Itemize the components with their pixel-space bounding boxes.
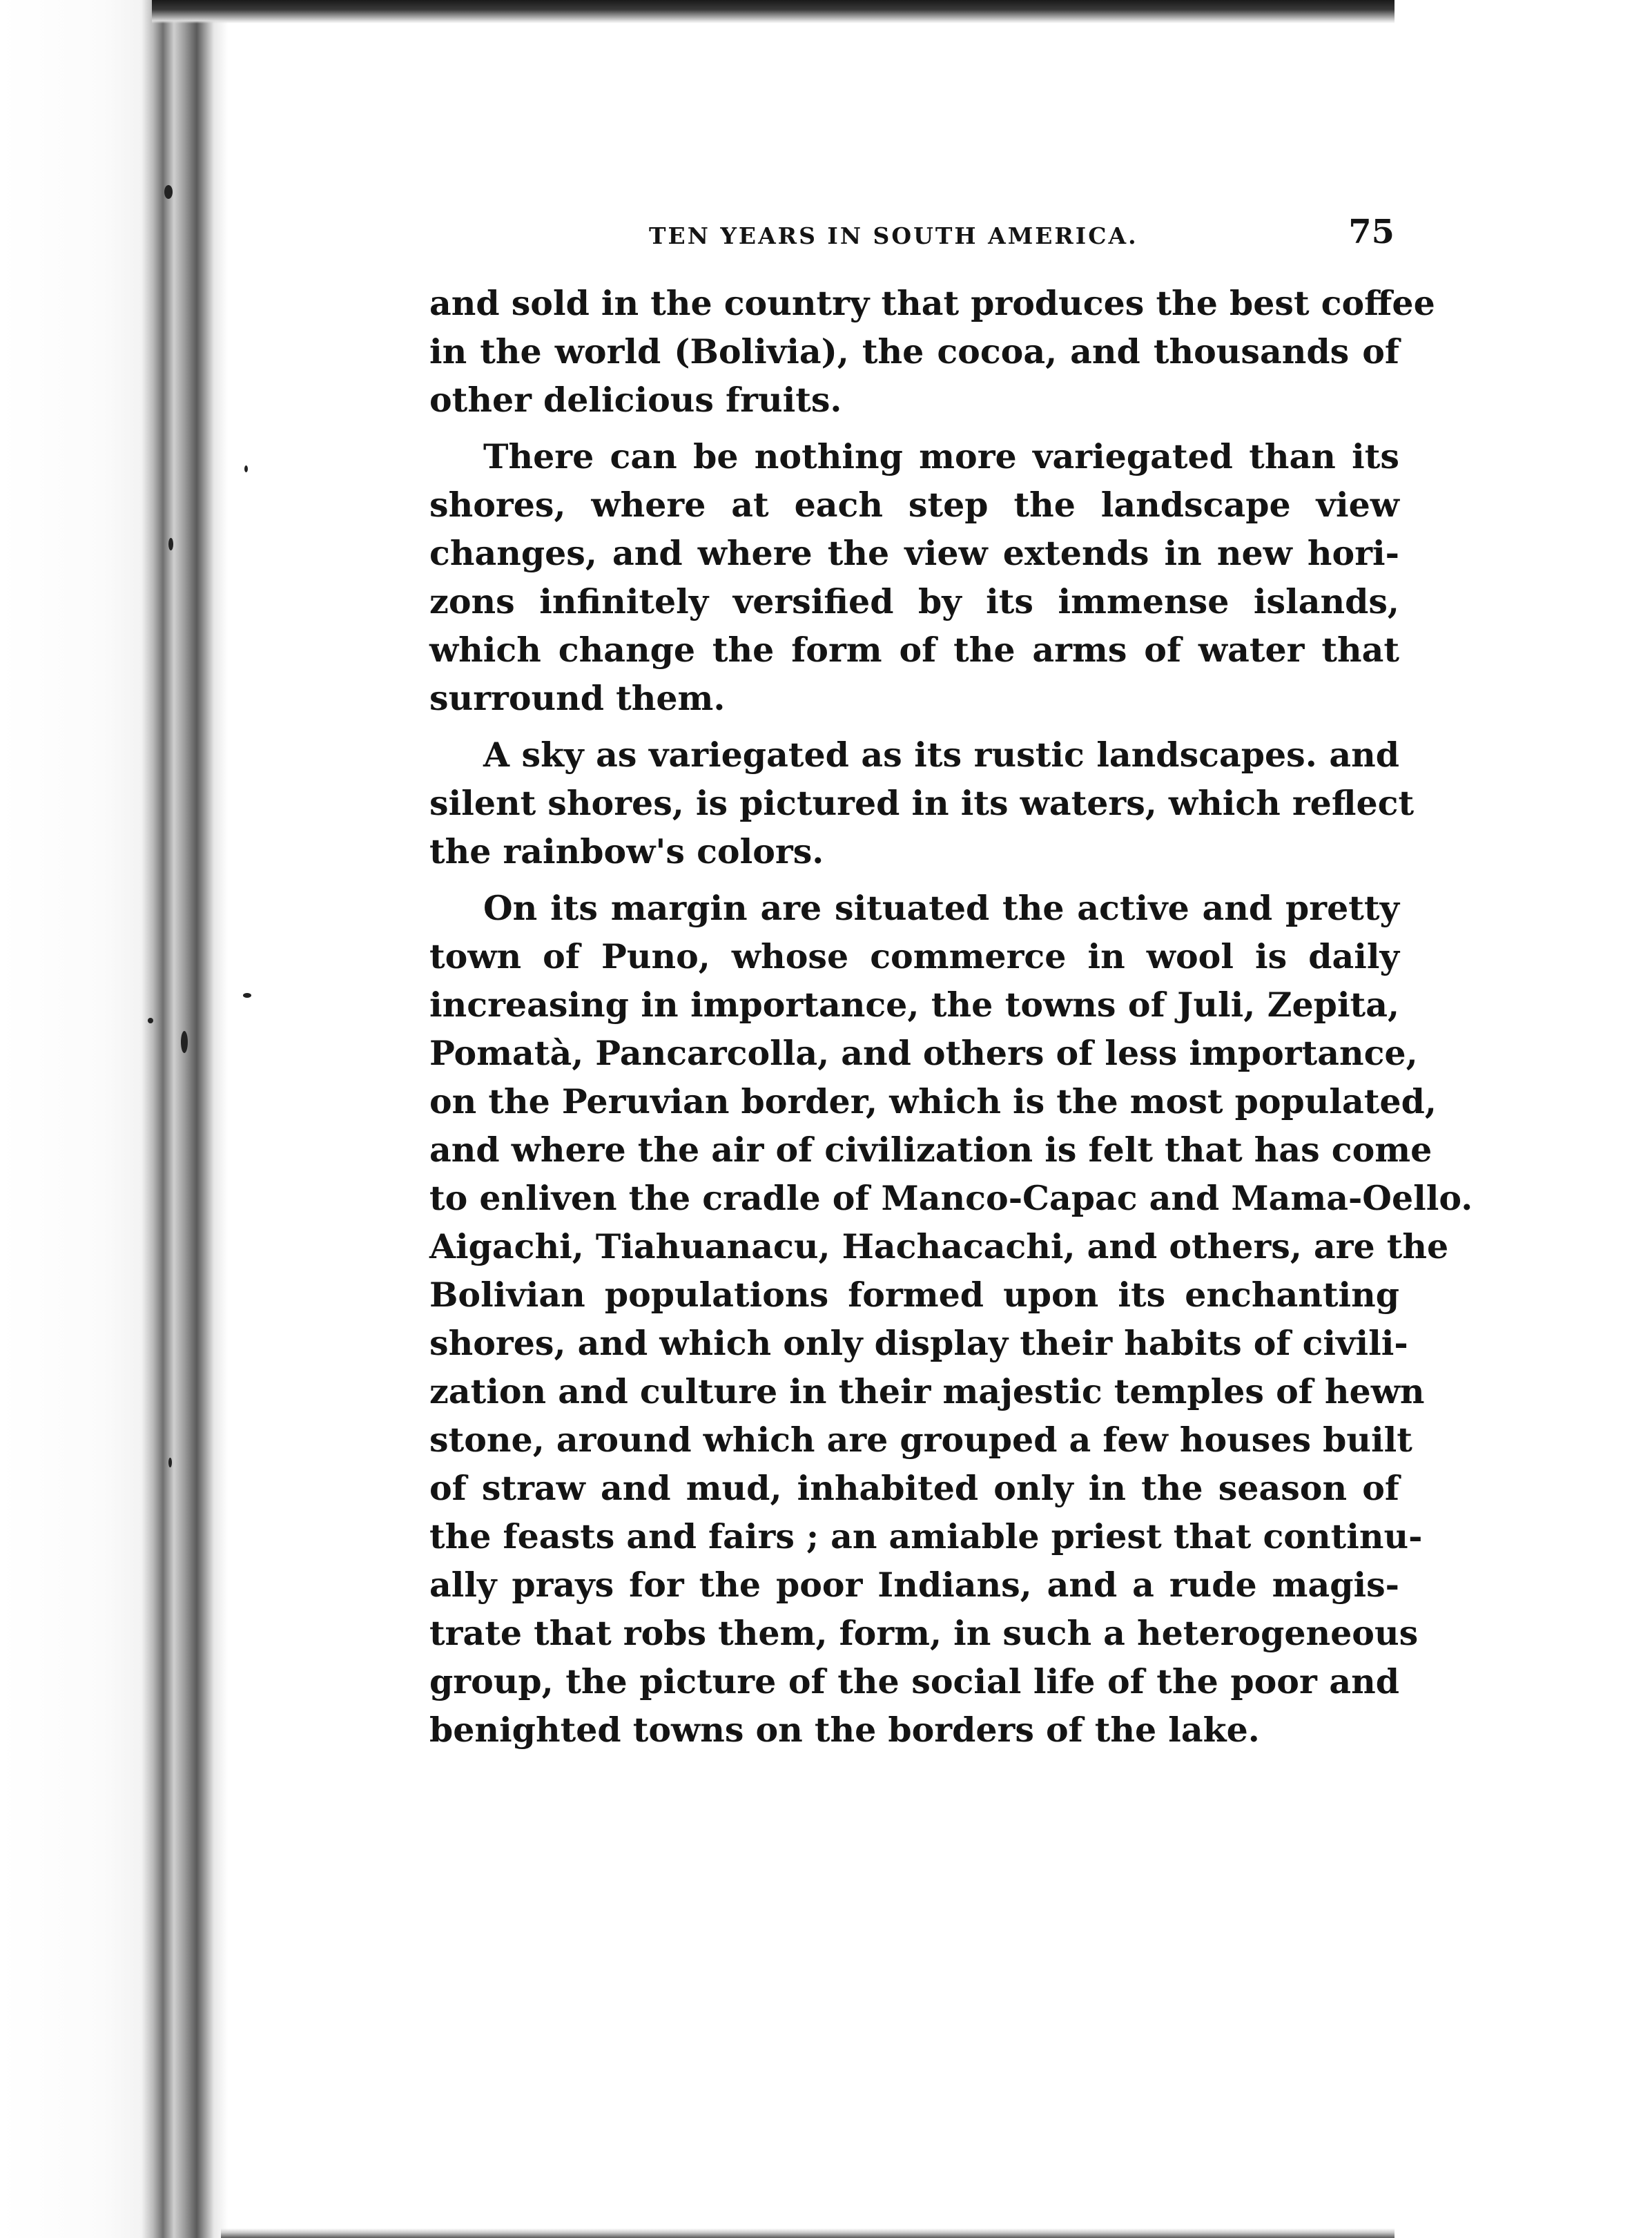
paragraph-gap [429, 424, 1399, 432]
text-line: Bolivian populations formed upon its enchanting [429, 1275, 1399, 1315]
text-line: on the Peruvian border, which is the most populated, [429, 1081, 1437, 1121]
page-top-edge [152, 0, 1395, 23]
text-line: On its margin are situated the active and pretty [483, 888, 1399, 928]
text-line: silent shores, is pictured in its waters, which reflect [429, 783, 1415, 823]
text-line: of straw and mud, inhabited only in the season of [429, 1468, 1399, 1508]
text-line: the rainbow's colors. [429, 831, 824, 871]
text-line: benighted towns on the borders of the lake. [429, 1710, 1260, 1750]
text-line: Aigachi, Tiahuanacu, Hachacachi, and others, are the [429, 1226, 1449, 1266]
scan-speck [168, 1458, 172, 1467]
paragraph-gap [429, 876, 1399, 884]
scan-speck [244, 465, 248, 472]
body-text [429, 279, 1473, 1754]
paragraph [429, 731, 1415, 876]
text-line: other delicious fruits. [429, 380, 842, 420]
text-line: ally prays for the poor Indians, and a rude magis- [429, 1565, 1399, 1605]
scan-speck [181, 1031, 188, 1053]
paragraph-gap [429, 722, 1399, 731]
scan-speck [164, 185, 173, 199]
text-line: A sky as variegated as its rustic landscapes. and [483, 735, 1399, 775]
text-line: in the world (Bolivia), the cocoa, and thousands of [429, 331, 1399, 372]
page-number: 75 [1348, 213, 1395, 251]
text-line: group, the picture of the social life of the poor and [429, 1661, 1399, 1701]
running-title: TEN YEARS IN SOUTH AMERICA. [649, 222, 1138, 249]
text-line: zons infinitely versified by its immense islands, [429, 581, 1399, 621]
book-gutter-shadow [0, 0, 228, 2238]
text-line: surround them. [429, 678, 726, 718]
page-bottom-edge [221, 2228, 1395, 2238]
paragraph [429, 432, 1399, 722]
scan-speck [168, 538, 173, 550]
text-line: and where the air of civilization is felt that has come [429, 1130, 1432, 1170]
text-line: stone, around which are grouped a few houses built [429, 1420, 1412, 1460]
scan-speck [243, 993, 251, 998]
text-line: shores, and which only display their habits of civili- [429, 1323, 1408, 1363]
text-line: to enliven the cradle of Manco-Capac and Mama-Oello. [429, 1178, 1473, 1218]
scan-speck [148, 1018, 153, 1023]
text-line: town of Puno, whose commerce in wool is daily [429, 936, 1399, 976]
text-line: which change the form of the arms of water that [429, 630, 1399, 670]
text-line: There can be nothing more variegated than its [483, 436, 1399, 476]
paragraph [429, 884, 1473, 1754]
text-line: changes, and where the view extends in new hori- [429, 533, 1399, 573]
text-line: and sold in the country that produces the best coffee [429, 283, 1435, 323]
paragraph [429, 279, 1435, 424]
text-line: increasing in importance, the towns of Juli, Zepita, [429, 985, 1399, 1025]
running-head [428, 213, 1395, 261]
text-line: trate that robs them, form, in such a heterogeneous [429, 1613, 1419, 1653]
text-line: zation and culture in their majestic temples of hewn [429, 1371, 1425, 1411]
text-line: Pomatà, Pancarcolla, and others of less importance, [429, 1033, 1418, 1073]
text-line: the feasts and fairs ; an amiable priest that continu- [429, 1516, 1423, 1556]
text-line: shores, where at each step the landscape view [429, 485, 1399, 525]
